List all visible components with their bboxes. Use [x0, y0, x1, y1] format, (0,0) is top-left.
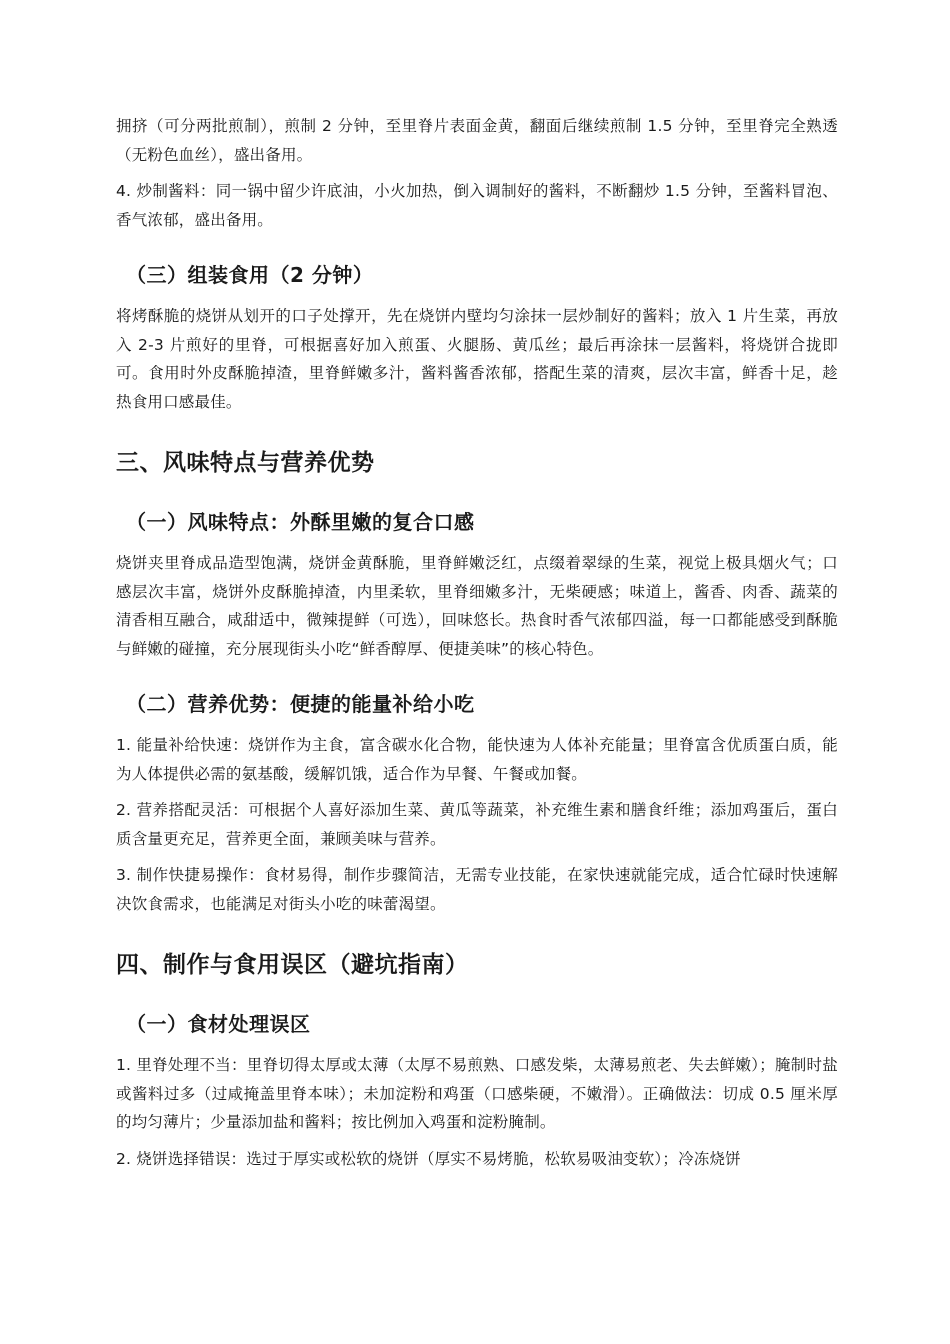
- paragraph-step-4-sauce: 4. 炒制酱料：同一锅中留少许底油，小火加热，倒入调制好的酱料，不断翻炒 1.5 分钟，至酱料冒泡、香气浓郁，盛出备用。: [116, 182, 838, 229]
- heading-nutrition: （二）营养优势：便捷的能量补给小吃: [126, 692, 475, 716]
- heading-ingredient-mistakes: （一）食材处理误区: [126, 1012, 311, 1036]
- document-page: [116, 112, 838, 1173]
- paragraph-nutrition-2: 2. 营养搭配灵活：可根据个人喜好添加生菜、黄瓜等蔬菜，补充维生素和膳食纤维；添加鸡蛋后，蛋白质含量更充足，营养更全面，兼顾美味与营养。: [116, 801, 838, 848]
- paragraph-continued-frying: 拥挤（可分两批煎制），煎制 2 分钟，至里脊片表面金黄，翻面后继续煎制 1.5 分钟，至里脊完全熟透（无粉色血丝），盛出备用。: [116, 117, 838, 164]
- heading-flavor: （一）风味特点：外酥里嫩的复合口感: [126, 510, 475, 534]
- heading-section-3: 三、风味特点与营养优势: [116, 450, 375, 476]
- paragraph-assemble: 将烤酥脆的烧饼从划开的口子处撑开，先在烧饼内壁均匀涂抹一层炒制好的酱料；放入 1 片生菜，再放入 2-3 片煎好的里脊，可根据喜好加入煎蛋、火腿肠、黄瓜丝；最后再涂抹一层酱料，将烧饼合拢即可。食用时外皮酥脆掉渣，里脊鲜嫩多汁，酱料酱香浓郁，搭配生菜的清爽，层次丰富，鲜香十足，趁热食用口感最佳。: [116, 307, 838, 411]
- heading-assemble: （三）组装食用（2 分钟）: [126, 263, 374, 287]
- paragraph-flavor: 烧饼夹里脊成品造型饱满，烧饼金黄酥脆，里脊鲜嫩泛红，点缀着翠绿的生菜，视觉上极具烟火气；口感层次丰富，烧饼外皮酥脆掉渣，内里柔软，里脊细嫩多汁，无柴硬感；味道上，酱香、肉香、蔬菜的清香相互融合，咸甜适中，微辣提鲜（可选），回味悠长。热食时香气浓郁四溢，每一口都能感受到酥脆与鲜嫩的碰撞，充分展现街头小吃“鲜香醇厚、便捷美味”的核心特色。: [116, 554, 838, 658]
- paragraph-mistake-2: 2. 烧饼选择错误：选过于厚实或松软的烧饼（厚实不易烤脆，松软易吸油变软）；冷冻烧饼: [116, 1149, 741, 1168]
- heading-section-4: 四、制作与食用误区（避坑指南）: [116, 952, 469, 978]
- paragraph-mistake-1: 1. 里脊处理不当：里脊切得太厚或太薄（太厚不易煎熟、口感发柴，太薄易煎老、失去鲜嫩）；腌制时盐或酱料过多（过咸掩盖里脊本味）；未加淀粉和鸡蛋（口感柴硬，不嫩滑）。正确做法：切成 0.5 厘米厚的均匀薄片；少量添加盐和酱料；按比例加入鸡蛋和淀粉腌制。: [116, 1056, 838, 1131]
- paragraph-nutrition-1: 1. 能量补给快速：烧饼作为主食，富含碳水化合物，能快速为人体补充能量；里脊富含优质蛋白质，能为人体提供必需的氨基酸，缓解饥饿，适合作为早餐、午餐或加餐。: [116, 736, 838, 783]
- paragraph-nutrition-3: 3. 制作快捷易操作：食材易得，制作步骤简洁，无需专业技能，在家快速就能完成，适合忙碌时快速解决饮食需求，也能满足对街头小吃的味蕾渴望。: [116, 866, 838, 913]
